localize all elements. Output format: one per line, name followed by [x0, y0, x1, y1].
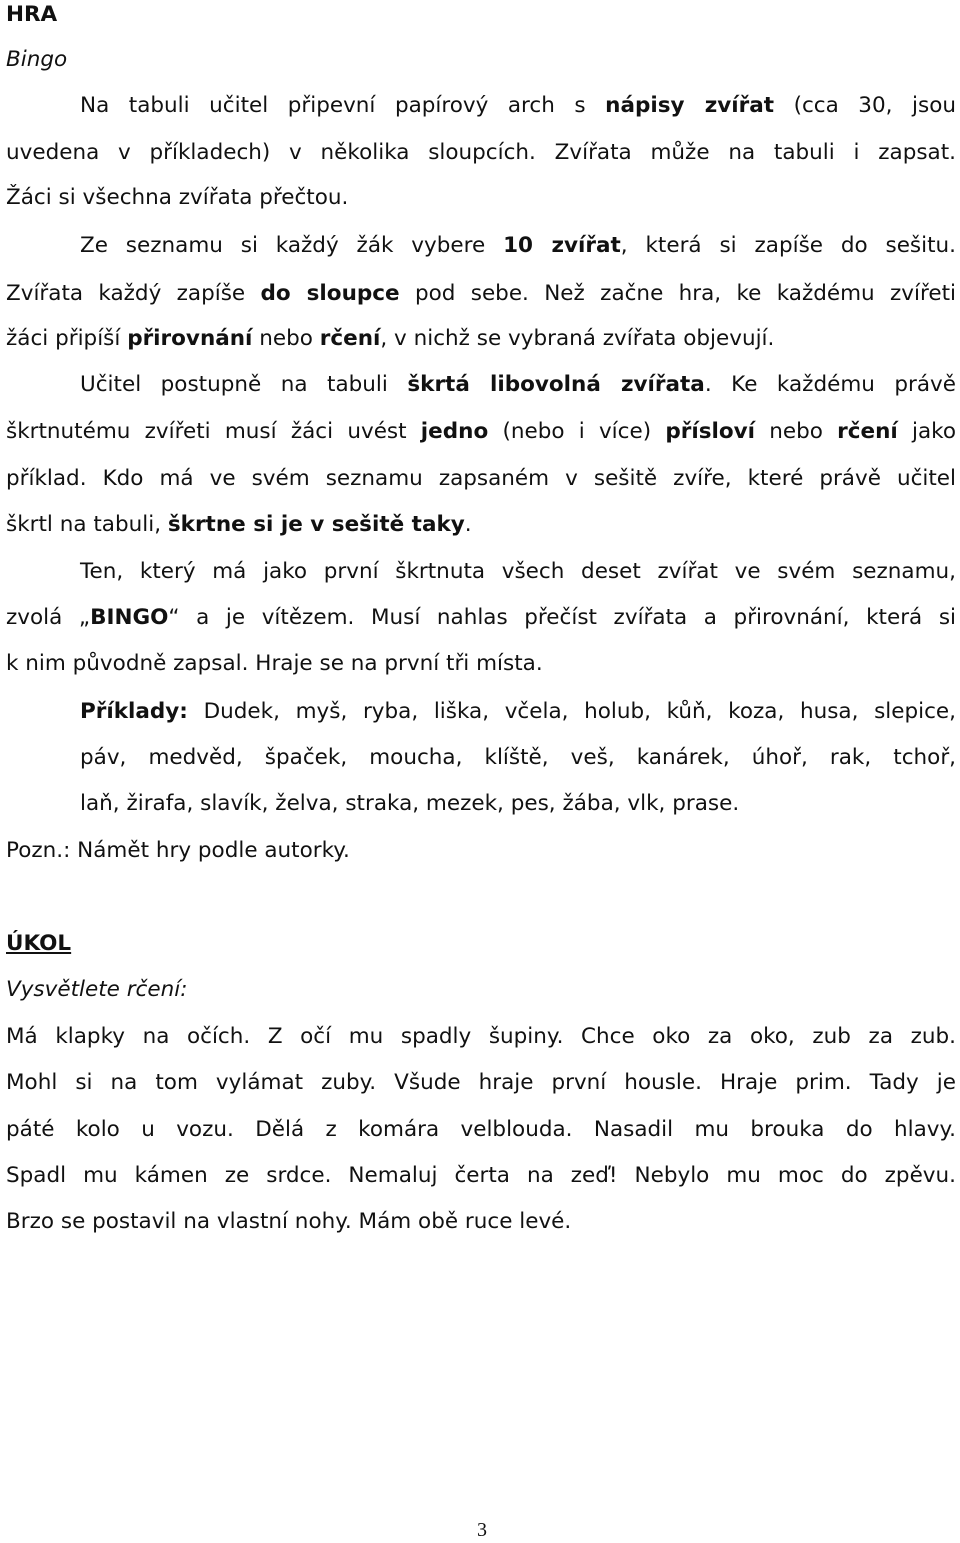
- paragraph-3-line-2: škrtnutému zvířeti musí žáci uvést jedno (nebo i více) přísloví nebo rčení jako: [6, 419, 956, 444]
- ukol-line-1: Má klapky na očích. Z očí mu spadly šupiny. Chce oko za oko, zub za zub.: [6, 1024, 956, 1049]
- ukol-line-3: páté kolo u vozu. Dělá z komára velblouda. Nasadil mu brouka do hlavy.: [6, 1117, 956, 1142]
- section-heading-ukol: ÚKOL: [6, 931, 72, 956]
- paragraph-2-line-1: Ze seznamu si každý žák vybere 10 zvířat, která si zapíše do sešitu.: [80, 233, 956, 258]
- paragraph-1-line-3: Žáci si všechna zvířata přečtou.: [6, 185, 349, 210]
- ukol-line-5: Brzo se postavil na vlastní nohy. Mám obě ruce levé.: [6, 1209, 572, 1234]
- examples-line-1: Příklady: Dudek, myš, ryba, liška, včela, holub, kůň, koza, husa, slepice,: [80, 699, 956, 724]
- section-subtitle-bingo: Bingo: [6, 47, 68, 72]
- paragraph-1-line-1: Na tabuli učitel připevní papírový arch s nápisy zvířat (cca 30, jsou: [80, 93, 956, 118]
- paragraph-4-line-1: Ten, který má jako první škrtnuta všech deset zvířat ve svém seznamu,: [80, 559, 956, 584]
- ukol-line-2: Mohl si na tom vylámat zuby. Všude hraje první housle. Hraje prim. Tady je: [6, 1070, 956, 1095]
- paragraph-3-line-1: Učitel postupně na tabuli škrtá libovolná zvířata. Ke každému právě: [80, 372, 957, 397]
- paragraph-4-line-2: zvolá „BINGO“ a je vítězem. Musí nahlas přečíst zvířata a přirovnání, která si: [6, 605, 956, 630]
- section-heading-hra: HRA: [6, 2, 58, 27]
- page-number: 3: [477, 1519, 487, 1541]
- paragraph-4-line-3: k nim původně zapsal. Hraje se na první tři místa.: [6, 651, 543, 676]
- note: Pozn.: Námět hry podle autorky.: [6, 838, 350, 863]
- examples-line-2: páv, medvěd, špaček, moucha, klíště, veš, kanárek, úhoř, rak, tchoř,: [80, 745, 956, 770]
- examples-line-3: laň, žirafa, slavík, želva, straka, mezek, pes, žába, vlk, prase.: [80, 791, 740, 816]
- section-subtitle-vysvetlete: Vysvětlete rčení:: [6, 977, 188, 1002]
- paragraph-2-line-2: Zvířata každý zapíše do sloupce pod sebe. Než začne hra, ke každému zvířeti: [6, 281, 956, 306]
- paragraph-3-line-3: příklad. Kdo má ve svém seznamu zapsaném v sešitě zvíře, které právě učitel: [6, 466, 956, 491]
- paragraph-1-line-2: uvedena v příkladech) v několika sloupcích. Zvířata může na tabuli i zapsat.: [6, 140, 956, 165]
- paragraph-2-line-3: žáci připíší přirovnání nebo rčení, v nichž se vybraná zvířata objevují.: [6, 326, 775, 351]
- paragraph-3-line-4: škrtl na tabuli, škrtne si je v sešitě taky.: [6, 512, 472, 537]
- ukol-line-4: Spadl mu kámen ze srdce. Nemaluj čerta na zeď! Nebylo mu moc do zpěvu.: [6, 1163, 956, 1188]
